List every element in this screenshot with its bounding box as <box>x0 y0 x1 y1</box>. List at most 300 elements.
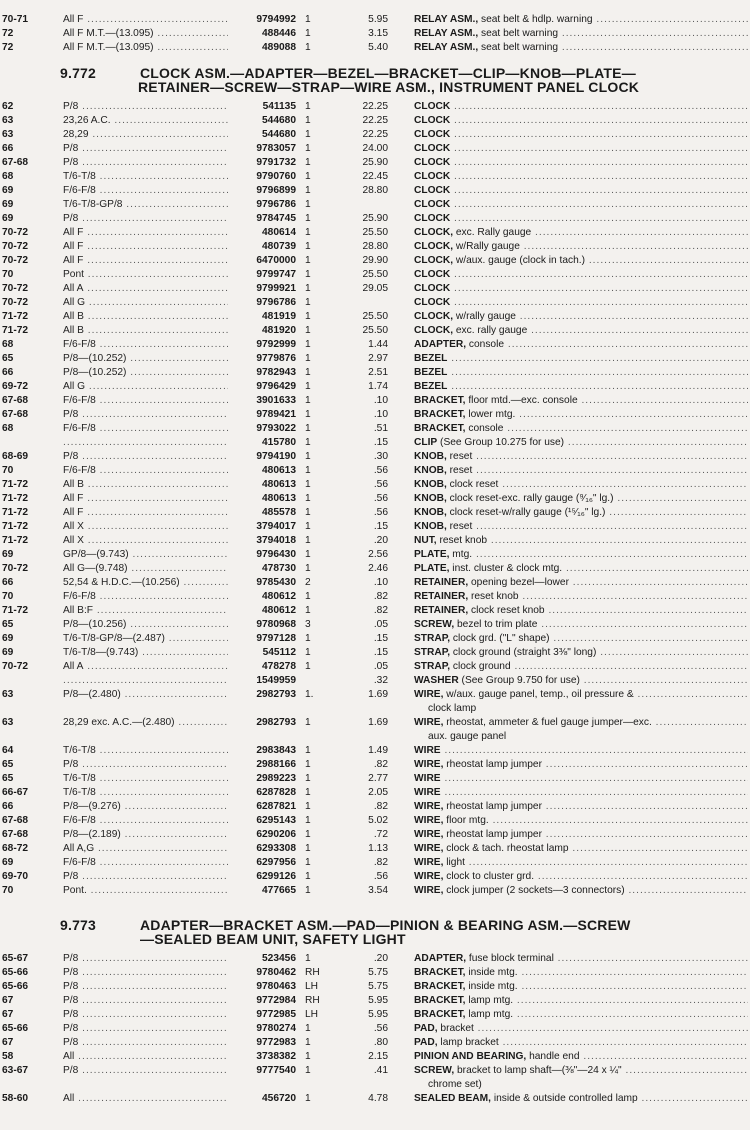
description <box>414 114 748 128</box>
model: P/8 ..... <box>63 966 235 980</box>
part-number: 9785430 <box>228 576 296 590</box>
price: 1.49 <box>368 745 388 756</box>
description <box>414 1036 748 1050</box>
part-name: SCREW, <box>414 1065 455 1076</box>
part-number: 9796430 <box>228 548 296 562</box>
model: F/6-F/8 ..... <box>63 184 235 198</box>
price: 2.77 <box>368 773 388 784</box>
quantity: 1 <box>305 1023 311 1034</box>
part-number: 6470000 <box>228 254 296 268</box>
table-row <box>0 548 750 562</box>
table-row <box>0 842 750 856</box>
part-detail: mtg. <box>449 549 473 560</box>
part-name: WIRE, <box>414 829 444 840</box>
part-name: BRACKET, <box>414 409 466 420</box>
year: 71-72 <box>2 479 29 490</box>
description <box>414 576 748 590</box>
part-number: 6287828 <box>228 786 296 800</box>
model: Pont ..... <box>63 268 235 282</box>
model: T/6-T/8 ..... <box>63 772 235 786</box>
year: 68 <box>2 339 14 350</box>
part-detail: console <box>466 339 505 350</box>
part-detail: exc. rally gauge <box>453 325 528 336</box>
description <box>414 268 748 282</box>
table-row <box>0 310 750 324</box>
description <box>414 674 748 688</box>
table-row <box>0 646 750 660</box>
quantity: 1 <box>305 311 311 322</box>
part-number: 3794018 <box>228 534 296 548</box>
quantity: 1 <box>305 563 311 574</box>
table-row <box>0 856 750 870</box>
part-name: SCREW, <box>414 619 455 630</box>
price: 2.15 <box>368 1051 388 1062</box>
table-row <box>0 1064 750 1078</box>
quantity: RH <box>305 967 320 978</box>
part-number: 2983843 <box>228 744 296 758</box>
table-row <box>0 1036 750 1050</box>
quantity: 1 <box>305 101 311 112</box>
year: 71-72 <box>2 493 29 504</box>
year: 70 <box>2 591 14 602</box>
part-name: BRACKET, <box>414 395 466 406</box>
table-row <box>0 1050 750 1064</box>
quantity: 1 <box>305 521 311 532</box>
quantity: 1 <box>305 647 311 658</box>
model: P/8—(10.252) ..... <box>63 366 235 380</box>
model: P/8 ..... <box>63 100 235 114</box>
quantity: 1 <box>305 213 311 224</box>
model: T/6-T/8 ..... <box>63 170 235 184</box>
description <box>414 170 748 184</box>
quantity: 1 <box>305 717 311 728</box>
section-title-line1: ADAPTER—BRACKET ASM.—PAD—PINION & BEARING ASM.—SCREW <box>140 917 631 933</box>
quantity: 1 <box>305 479 311 490</box>
price: 5.95 <box>368 14 388 25</box>
model: P/8—(2.189) ..... <box>63 828 235 842</box>
quantity: 1 <box>305 507 311 518</box>
part-name: CLOCK <box>414 129 451 140</box>
description <box>414 1008 748 1022</box>
model: P/8 ..... <box>63 156 235 170</box>
year: 64 <box>2 745 14 756</box>
part-name: STRAP, <box>414 661 451 672</box>
quantity: 1 <box>305 633 311 644</box>
quantity: 1 <box>305 367 311 378</box>
description <box>414 800 748 814</box>
model: P/8 ..... <box>63 758 235 772</box>
table-row <box>0 436 750 450</box>
part-number: 541135 <box>228 100 296 114</box>
part-name: KNOB, <box>414 479 447 490</box>
year: 62 <box>2 101 14 112</box>
part-number: 2989223 <box>228 772 296 786</box>
part-detail: rheostat lamp jumper <box>443 801 542 812</box>
part-detail: reset knob <box>436 535 488 546</box>
part-name: KNOB, <box>414 465 447 476</box>
price: 1.69 <box>368 689 388 700</box>
part-number: 415780 <box>228 436 296 450</box>
quantity: 1 <box>305 199 311 210</box>
table-row <box>0 562 750 576</box>
price: 25.50 <box>362 269 388 280</box>
part-name: STRAP, <box>414 633 451 644</box>
description <box>414 562 748 576</box>
description <box>414 282 748 296</box>
section-title-line1: CLOCK ASM.—ADAPTER—BEZEL—BRACKET—CLIP—KNOB—PLATE— <box>140 65 636 81</box>
model: F/6-F/8 ..... <box>63 338 235 352</box>
year: 72 <box>2 42 14 53</box>
model: All B ..... <box>63 478 235 492</box>
price: .05 <box>373 619 388 630</box>
description <box>414 814 748 828</box>
part-number: 485578 <box>228 506 296 520</box>
table-row <box>0 464 750 478</box>
year: 65 <box>2 353 14 364</box>
model: All ..... <box>63 1092 235 1106</box>
part-number: 478278 <box>228 660 296 674</box>
part-name: PLATE, <box>414 549 450 560</box>
year: 67 <box>2 1037 14 1048</box>
part-number: 9796786 <box>228 198 296 212</box>
part-number: 9780968 <box>228 618 296 632</box>
price: .82 <box>373 857 388 868</box>
price: 5.75 <box>368 967 388 978</box>
part-name: WASHER <box>414 675 459 686</box>
year: 67-68 <box>2 157 29 168</box>
model: T/6-T/8-GP/8—(2.487) ..... <box>63 632 235 646</box>
part-name: CLOCK, <box>414 241 454 252</box>
part-detail: clock to cluster grd. <box>443 871 535 882</box>
model: P/8 ..... <box>63 1022 235 1036</box>
part-name: BEZEL <box>414 367 448 378</box>
part-number: 480612 <box>228 604 296 618</box>
year: 65-67 <box>2 953 29 964</box>
model: All G—(9.748) ..... <box>63 562 235 576</box>
part-number: 3901633 <box>228 394 296 408</box>
table-row <box>0 800 750 814</box>
price: 22.25 <box>362 101 388 112</box>
description <box>414 966 748 980</box>
part-detail: reset <box>446 521 473 532</box>
description <box>414 618 748 632</box>
description <box>414 324 748 338</box>
part-name: WIRE <box>414 787 441 798</box>
quantity: 1 <box>305 829 311 840</box>
price: .10 <box>373 577 388 588</box>
year: 58-60 <box>2 1093 29 1104</box>
model: All A,G ..... <box>63 842 235 856</box>
price: .20 <box>373 953 388 964</box>
part-detail: (See Group 10.275 for use) <box>437 437 565 448</box>
model: P/8 ..... <box>63 408 235 422</box>
year: 63 <box>2 689 14 700</box>
table-row <box>0 114 750 128</box>
quantity: 1 <box>305 1093 311 1104</box>
part-name: CLOCK, <box>414 311 454 322</box>
year: 66 <box>2 801 14 812</box>
description <box>414 338 748 352</box>
year: 67-68 <box>2 409 29 420</box>
price: 29.90 <box>362 255 388 266</box>
description <box>414 828 748 842</box>
part-number: 544680 <box>228 114 296 128</box>
model: P/8—(2.480) ..... <box>63 688 235 702</box>
part-detail: clock reset knob <box>468 605 545 616</box>
model: All F ..... <box>63 240 235 254</box>
quantity: 1 <box>305 423 311 434</box>
model: F/6-F/8 ..... <box>63 422 235 436</box>
part-number: 9780274 <box>228 1022 296 1036</box>
description <box>414 184 748 198</box>
quantity: 1 <box>305 339 311 350</box>
price: 1.44 <box>368 339 388 350</box>
part-name: BRACKET, <box>414 995 466 1006</box>
part-detail: floor mtg. <box>443 815 489 826</box>
part-name: SEALED BEAM, <box>414 1093 491 1104</box>
model: T/6-T/8-GP/8 ..... <box>63 198 235 212</box>
description <box>414 604 748 618</box>
table-row <box>0 1008 750 1022</box>
description <box>414 422 748 436</box>
model: 52,54 & H.D.C.—(10.256) ..... <box>63 576 235 590</box>
part-number: 9780463 <box>228 980 296 994</box>
model: T/6-T/8 ..... <box>63 744 235 758</box>
year: 69-72 <box>2 381 29 392</box>
model: All B ..... <box>63 310 235 324</box>
quantity: 1 <box>305 143 311 154</box>
part-number: 9784745 <box>228 212 296 226</box>
year: 71-72 <box>2 325 29 336</box>
quantity: 1 <box>305 857 311 868</box>
part-number: 9779876 <box>228 352 296 366</box>
year: 69 <box>2 647 14 658</box>
description <box>414 772 748 786</box>
year: 71-72 <box>2 535 29 546</box>
part-name: ADAPTER, <box>414 953 467 964</box>
model: All F M.T.—(13.095) ..... <box>63 27 235 41</box>
table-row <box>0 128 750 142</box>
part-number: 480613 <box>228 478 296 492</box>
part-number: 6287821 <box>228 800 296 814</box>
part-number: 6293308 <box>228 842 296 856</box>
quantity: 1 <box>305 409 311 420</box>
part-detail: seat belt warning <box>478 42 559 53</box>
description <box>414 380 748 394</box>
table-row <box>0 604 750 618</box>
part-number: 3738382 <box>228 1050 296 1064</box>
part-detail: clock ground (straight 3⅜" long) <box>450 647 597 658</box>
part-name: KNOB, <box>414 451 447 462</box>
table-row <box>0 758 750 772</box>
part-number: 477665 <box>228 884 296 898</box>
quantity: 1 <box>305 14 311 25</box>
table-row <box>0 450 750 464</box>
description <box>414 856 748 870</box>
price: .56 <box>373 1023 388 1034</box>
part-name: CLOCK <box>414 143 451 154</box>
table-row <box>0 534 750 548</box>
model: All B ..... <box>63 324 235 338</box>
part-number: 9793022 <box>228 422 296 436</box>
table-row <box>0 27 750 41</box>
model: All F ..... <box>63 492 235 506</box>
price: 2.51 <box>368 367 388 378</box>
part-number: 9783057 <box>228 142 296 156</box>
part-number: 481920 <box>228 324 296 338</box>
description <box>414 548 748 562</box>
part-number: 480739 <box>228 240 296 254</box>
year: 68 <box>2 171 14 182</box>
table-row <box>0 226 750 240</box>
table-row <box>0 884 750 898</box>
quantity: 1 <box>305 759 311 770</box>
year: 66 <box>2 143 14 154</box>
quantity: 1 <box>305 953 311 964</box>
part-number: 9772983 <box>228 1036 296 1050</box>
table-row <box>0 520 750 534</box>
table-row <box>0 870 750 884</box>
description <box>414 1092 748 1106</box>
price: 1.13 <box>368 843 388 854</box>
price: .15 <box>373 647 388 658</box>
table-row <box>0 492 750 506</box>
year: 67-68 <box>2 829 29 840</box>
quantity: 1 <box>305 1065 311 1076</box>
quantity: 2 <box>305 577 311 588</box>
model: All B:F ..... <box>63 604 235 618</box>
model: P/8—(10.252) ..... <box>63 352 235 366</box>
quantity: 3 <box>305 619 311 630</box>
description <box>414 142 748 156</box>
part-name: BRACKET, <box>414 423 466 434</box>
part-number: 545112 <box>228 646 296 660</box>
price: .56 <box>373 479 388 490</box>
part-name: WIRE, <box>414 843 444 854</box>
description <box>414 128 748 142</box>
part-detail: reset knob <box>468 591 519 602</box>
quantity: 1 <box>305 465 311 476</box>
year: 63-67 <box>2 1065 29 1076</box>
year: 70 <box>2 269 14 280</box>
year: 65-66 <box>2 1023 29 1034</box>
model: P/8 ..... <box>63 450 235 464</box>
price: .10 <box>373 395 388 406</box>
description <box>414 240 748 254</box>
part-name: CLOCK <box>414 115 451 126</box>
price: 5.02 <box>368 815 388 826</box>
part-number: 489088 <box>228 41 296 55</box>
part-name: CLOCK <box>414 171 451 182</box>
model: P/8 ..... <box>63 870 235 884</box>
table-row <box>0 1092 750 1106</box>
year: 66 <box>2 577 14 588</box>
model: P/8 ..... <box>63 212 235 226</box>
model: All X ..... <box>63 534 235 548</box>
group-number: 9.773 <box>60 917 97 933</box>
price: .15 <box>373 521 388 532</box>
description <box>414 436 748 450</box>
table-row <box>0 352 750 366</box>
model: All F ..... <box>63 254 235 268</box>
table-row <box>0 772 750 786</box>
table-row <box>0 324 750 338</box>
description <box>414 478 748 492</box>
year: 70 <box>2 885 14 896</box>
year: 68 <box>2 423 14 434</box>
price: 25.50 <box>362 311 388 322</box>
table-row <box>0 198 750 212</box>
part-name: WIRE, <box>414 689 444 700</box>
description <box>414 1064 748 1078</box>
part-detail: seat belt & hdlp. warning <box>478 14 593 25</box>
description <box>414 41 748 55</box>
part-number: 9780462 <box>228 966 296 980</box>
quantity: 1 <box>305 297 311 308</box>
part-name: WIRE, <box>414 717 444 728</box>
part-name: PAD, <box>414 1023 438 1034</box>
description <box>414 1022 748 1036</box>
description <box>414 492 748 506</box>
model: All A ..... <box>63 660 235 674</box>
quantity: 1 <box>305 493 311 504</box>
part-number: 6299126 <box>228 870 296 884</box>
model: All F M.T.—(13.095) ..... <box>63 41 235 55</box>
year: 70-72 <box>2 297 29 308</box>
quantity: 1 <box>305 269 311 280</box>
description <box>414 394 748 408</box>
description <box>414 660 748 674</box>
part-name: RELAY ASM., <box>414 14 479 25</box>
description <box>414 716 748 730</box>
description <box>414 296 748 310</box>
part-number: 2982793 <box>228 716 296 730</box>
description <box>414 786 748 800</box>
quantity: 1 <box>305 157 311 168</box>
model: F/6-F/8 ..... <box>63 856 235 870</box>
year: 65 <box>2 619 14 630</box>
part-detail: handle end <box>526 1051 580 1062</box>
part-name: WIRE <box>414 773 441 784</box>
price: .05 <box>373 661 388 672</box>
part-detail: w/aux. gauge (clock in tach.) <box>453 255 585 266</box>
model: All F ..... <box>63 226 235 240</box>
quantity: 1. <box>305 689 314 700</box>
part-detail: inst. cluster & clock mtg. <box>449 563 563 574</box>
table-row <box>0 828 750 842</box>
part-number: 480612 <box>228 590 296 604</box>
table-row <box>0 184 750 198</box>
quantity: 1 <box>305 381 311 392</box>
part-name: CLOCK, <box>414 255 454 266</box>
table-row <box>0 618 750 632</box>
part-detail: clock & tach. rheostat lamp <box>443 843 569 854</box>
part-name: BRACKET, <box>414 1009 466 1020</box>
part-number: 6290206 <box>228 828 296 842</box>
table-row <box>0 282 750 296</box>
price: .56 <box>373 493 388 504</box>
year: 66 <box>2 367 14 378</box>
part-name: BEZEL <box>414 381 448 392</box>
description <box>414 1050 748 1064</box>
part-detail: clock jumper (2 sockets—3 connectors) <box>443 885 625 896</box>
part-name: RELAY ASM., <box>414 28 479 39</box>
part-name: KNOB, <box>414 521 447 532</box>
year: 67-68 <box>2 815 29 826</box>
price: .72 <box>373 829 388 840</box>
model: All ..... <box>63 1050 235 1064</box>
description <box>414 366 748 380</box>
